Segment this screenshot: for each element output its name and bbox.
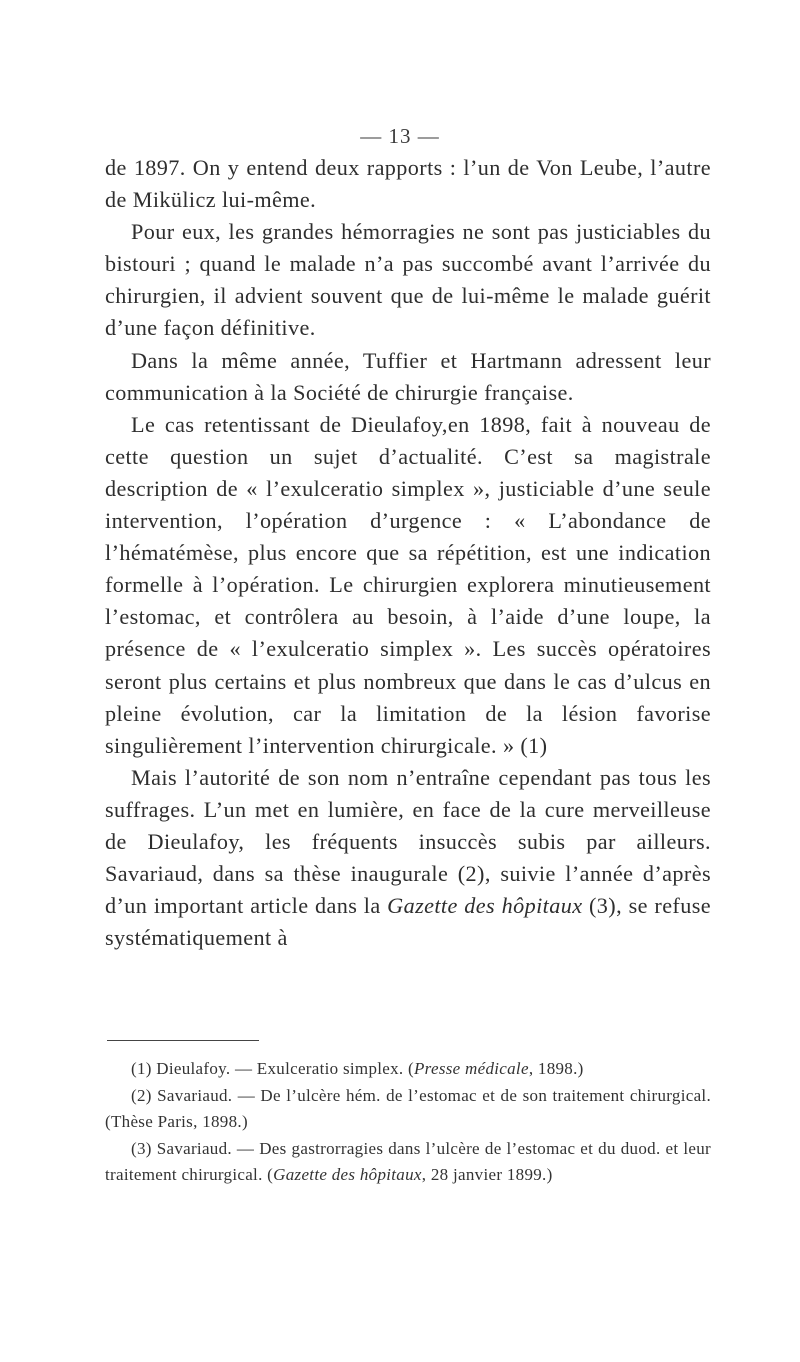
- paragraph: Dans la même année, Tuffier et Hartmann adressent leur communication à la Société de chirurgie française.: [105, 347, 711, 405]
- journal-title: Gazette des hôpitaux: [387, 893, 583, 919]
- text-run: (3), se refuse systématiquement à: [105, 893, 712, 951]
- footnote-3: [105, 1136, 711, 1189]
- text-run: Mais l’autorité de son nom n’entraîne cependant pas tous les suffrages. L’un met en lumière, en face de la cure merveilleuse de Dieulafoy, les fréquents insuccès subis par ailleurs. Savariaud, dans sa thèse inaugurale (2), suivie l’année d’après d’un important article dans la: [105, 764, 711, 919]
- text-run: (1) Dieulafoy. — Exulceratio simplex. (: [131, 1059, 414, 1078]
- page-number: — 13 —: [360, 124, 440, 148]
- footnote-2: (2) Savariaud. — De l’ulcère hém. de l’estomac et de son traitement chirurgical. (Thèse Paris, 1898.): [105, 1085, 711, 1132]
- text-run: , 28 janvier 1899.): [421, 1165, 553, 1185]
- footnotes: [105, 1056, 711, 1189]
- footnote-rule: [107, 1040, 259, 1041]
- body-text: [105, 152, 711, 954]
- text-run: , 1898.): [528, 1059, 584, 1078]
- journal-title: Gazette des hôpitaux: [273, 1165, 422, 1185]
- paragraph: Le cas retentissant de Dieulafoy,en 1898, fait à nouveau de cette question un sujet d’actualité. C’est sa magistrale description de « l’exulceratio simplex », justiciable d’une seule intervention, l’opération d’urgence : « L’abondance de l’hématémèse, plus encore que sa répétition, est une indication formelle à l’opération. Le chirurgien explorera minutieusement l’estomac, et contrôlera au besoin, à l’aide d’une loupe, la présence de « l’exulceratio simplex ». Les succès opératoires seront plus certains et plus nombreux que dans le cas d’ulcus en pleine évolution, car la limitation de la lésion favorise singulièrement l’intervention chirurgicale. » (1): [105, 411, 711, 758]
- paragraph: [105, 762, 711, 955]
- footnote-1: [105, 1056, 711, 1083]
- paragraph: Pour eux, les grandes hémorragies ne sont pas justiciables du bistouri ; quand le malade n’a pas succombé avant l’arrivée du chirurgien, il advient souvent que de lui-même le malade guérit d’une façon définitive.: [105, 219, 711, 341]
- paragraph-continuation: de 1897. On y entend deux rapports : l’un de Von Leube, l’autre de Mikülicz lui-même.: [105, 155, 711, 213]
- journal-title: Presse médicale: [414, 1059, 529, 1078]
- text-run: (3) Savariaud. — Des gastrorragies dans l’ulcère de l’estomac et du duod. et leur traitement chirurgical. (: [105, 1138, 711, 1185]
